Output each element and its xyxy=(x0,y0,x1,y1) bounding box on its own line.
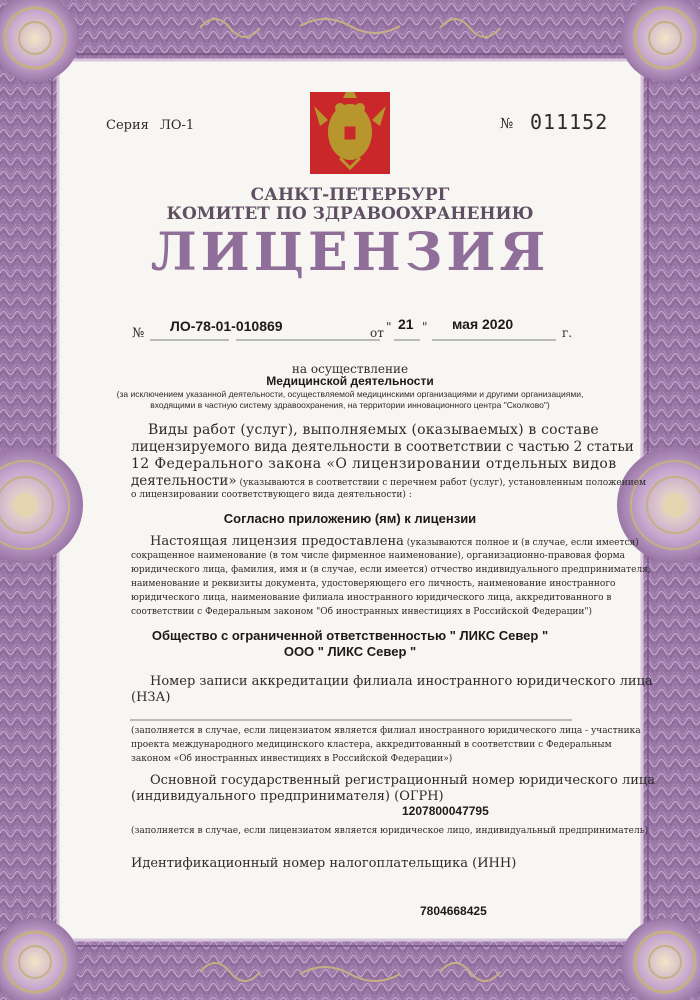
licensee-line-2: сокращенное наименование (в том числе фирменное наименование), организационно-правовая форма xyxy=(131,551,626,561)
licensee-line-3: юридического лица, фамилия, имя и (в случае, если имеется) отчество индивидуального предпринимателя, xyxy=(131,565,651,575)
ogrn-value: 1207800047795 xyxy=(402,804,489,818)
activity-note-2: входящими в частную систему здравоохранения, на территории инновационного центра "Сколково") xyxy=(150,400,550,410)
works-line-4 xyxy=(131,473,646,489)
license-number-sign: № xyxy=(132,326,145,341)
series-label: Серия xyxy=(106,118,149,133)
nza-line-2: (НЗА) xyxy=(131,690,171,705)
licensee-line-1-main: Настоящая лицензия предоставлена xyxy=(150,534,404,549)
license-from-label: от xyxy=(370,326,384,340)
works-line-4-note: (указываются в соответствии с перечнем работ (услуг), установленным положением xyxy=(236,478,647,488)
licensee-line-6: соответствии с Федеральным законом "Об иностранных инвестициях в Российской Федерации") xyxy=(131,607,593,617)
works-line-3: 12 Федерального закона «О лицензировании отдельных видов xyxy=(131,456,617,472)
licensee-line-5: юридического лица, наименование филиала иностранного юридического лица, аккредитованного в xyxy=(131,593,612,603)
inn-value: 7804668425 xyxy=(420,904,487,918)
activity-note-1: (за исключением указанной деятельности, осуществляемой медицинскими организациями и другими организациями, xyxy=(116,389,584,399)
inn-label: Идентификационный номер налогоплательщика (ИНН) xyxy=(131,856,517,871)
works-line-5: о лицензировании соответствующего вида деятельности) : xyxy=(131,490,412,500)
blank-number: 011152 xyxy=(530,110,609,134)
authority-city: САНКТ-ПЕТЕРБУРГ xyxy=(250,185,450,205)
license-month-year: мая 2020 xyxy=(452,316,514,332)
activity-intro: на осуществление xyxy=(291,362,409,376)
nza-line-1: Номер записи аккредитации филиала иностранного юридического лица xyxy=(150,674,653,689)
licensee-full-name: Общество с ограниченной ответственностью " ЛИКС Север " xyxy=(151,628,549,643)
license-quote-close: " xyxy=(422,320,428,334)
document-title: ЛИЦЕНЗИЯ xyxy=(150,222,550,283)
nza-note-1: (заполняется в случае, если лицензиатом является филиал иностранного юридического лица - участника xyxy=(131,726,641,736)
series-value: ЛО-1 xyxy=(160,118,195,133)
ogrn-line-1: Основной государственный регистрационный номер юридического лица xyxy=(150,773,656,788)
licensee-line-4: наименование и реквизиты документа, удостоверяющего его личность, наименование иностранного xyxy=(131,579,616,589)
works-line-4-main: деятельности» xyxy=(131,473,237,489)
nza-note-3: законом «Об иностранных инвестициях в Российской Федерации») xyxy=(131,754,453,764)
licensee-line-1 xyxy=(150,534,639,549)
russian-coat-of-arms-icon xyxy=(310,92,390,174)
license-year-suffix: г. xyxy=(562,326,573,340)
ogrn-note: (заполняется в случае, если лицензиатом является юридическое лицо, индивидуальный предприниматель) xyxy=(131,826,649,836)
works-line-1: Виды работ (услуг), выполняемых (оказываемых) в составе xyxy=(148,422,599,438)
works-line-2: лицензируемого вида деятельности в соответствии с частью 2 статьи xyxy=(131,439,634,455)
nza-note-2: проекта международного медицинского кластера, аккредитованный в соответствии с Федеральным xyxy=(131,740,612,750)
license-number: ЛО-78-01-010869 xyxy=(170,318,283,334)
license-quote-open: " xyxy=(386,320,392,334)
license-day: 21 xyxy=(398,316,414,332)
ogrn-line-2: (индивидуального предпринимателя) (ОГРН) xyxy=(131,789,444,804)
number-sign: № xyxy=(500,116,514,132)
licensee-short-name: ООО " ЛИКС Север " xyxy=(283,644,417,659)
works-value: Согласно приложению (ям) к лицензии xyxy=(223,511,477,526)
licensee-line-1-note: (указываются полное и (в случае, если имеется) xyxy=(403,538,639,548)
activity-name: Медицинской деятельности xyxy=(266,374,434,388)
authority-committee: КОМИТЕТ ПО ЗДРАВООХРАНЕНИЮ xyxy=(166,204,534,224)
